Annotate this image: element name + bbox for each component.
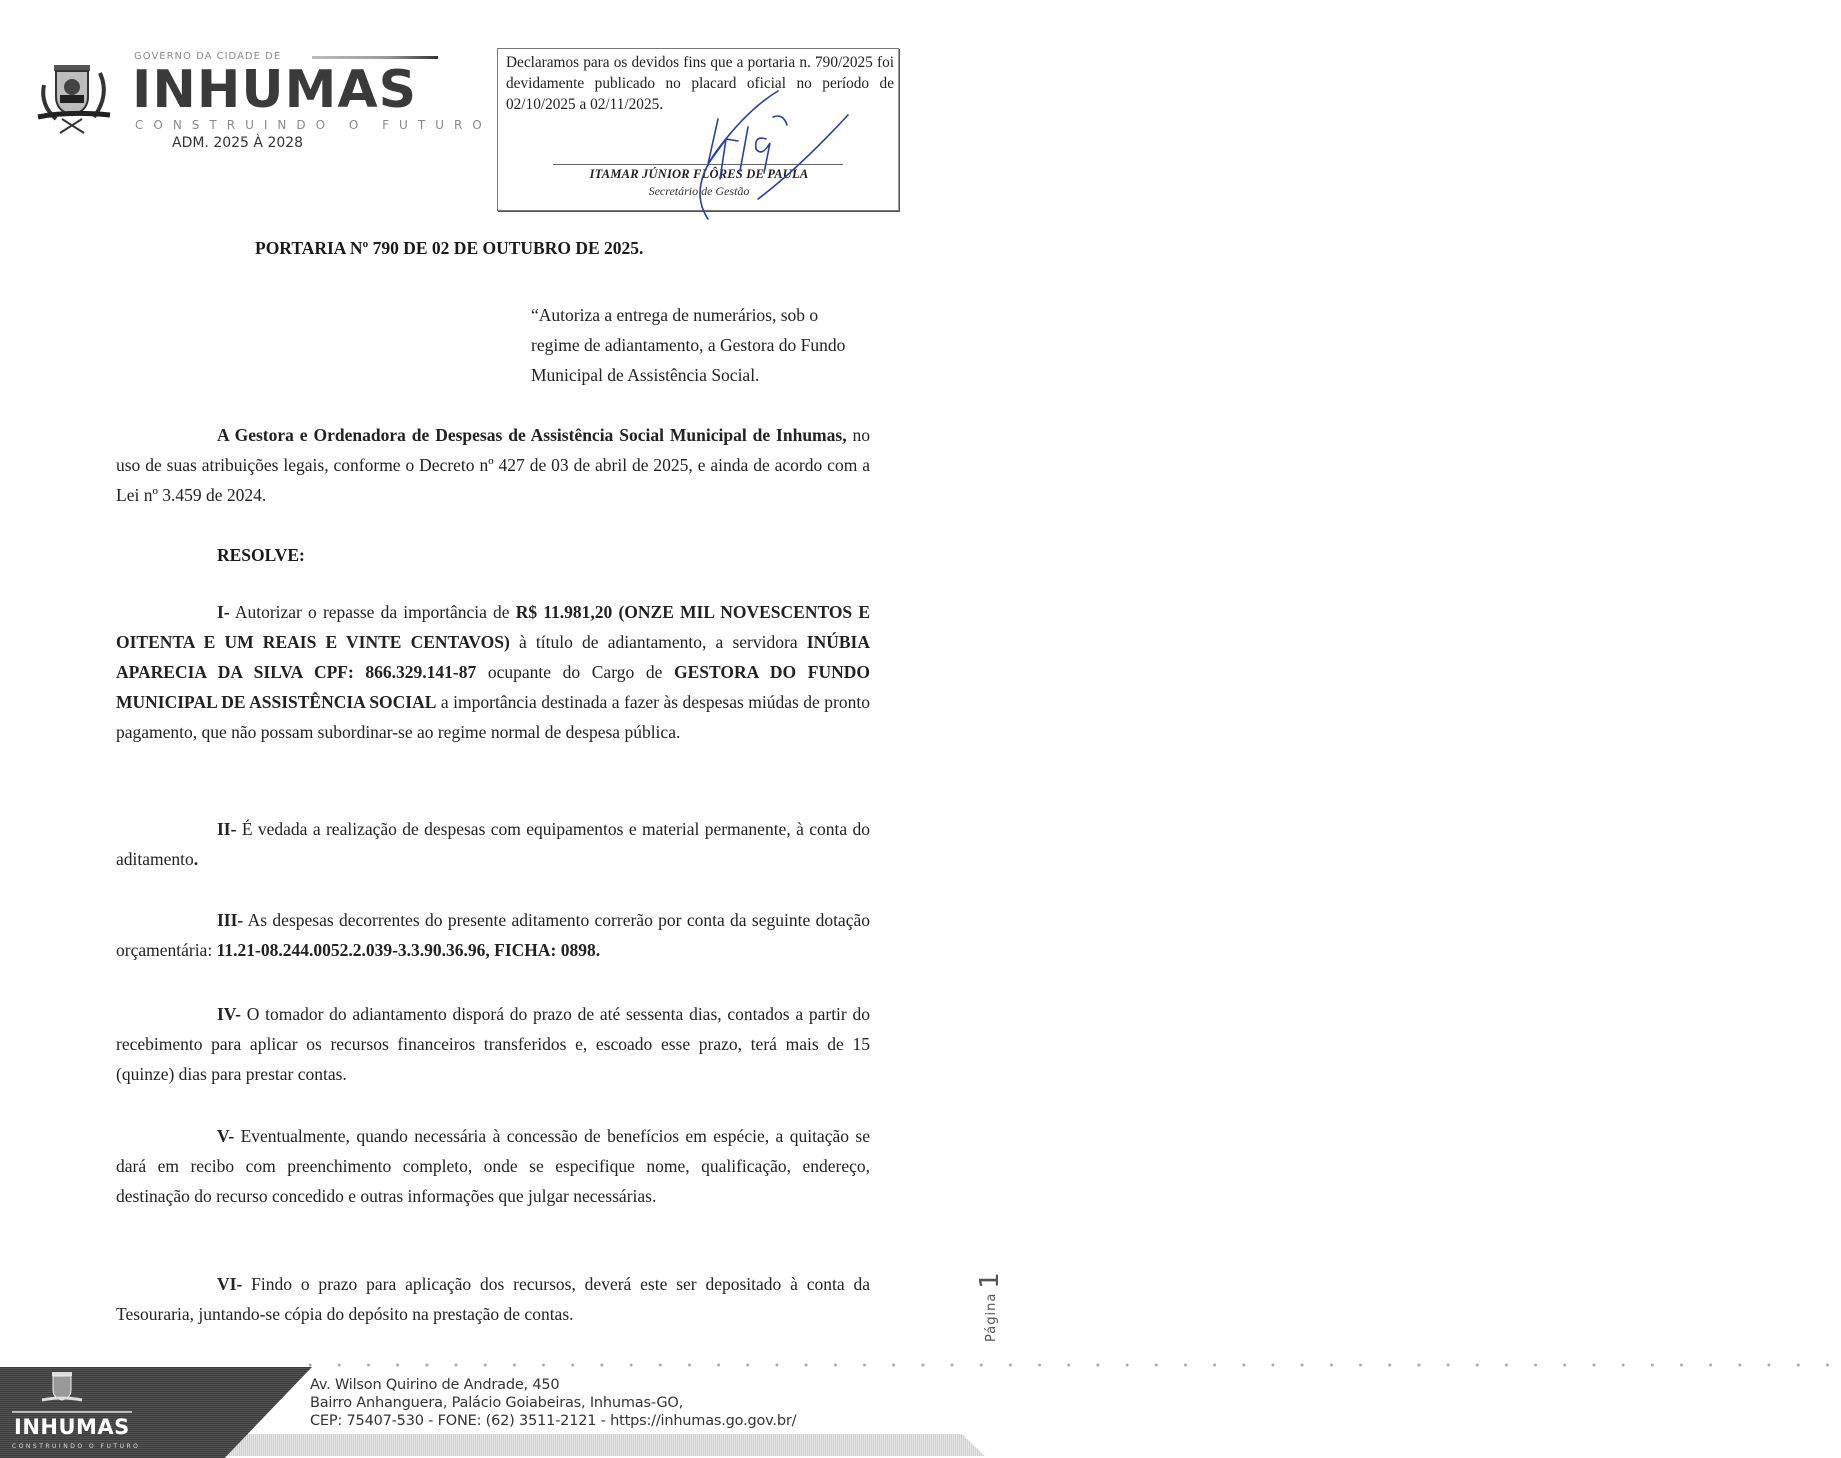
article-vi: [116, 1269, 870, 1329]
footer-tagline: CONSTRUINDO O FUTURO: [12, 1443, 141, 1450]
article-text: Findo o prazo para aplicação dos recursos, deverá este ser depositado à conta da Tesouraria, juntando-se cópia do depósito na prestação de contas.: [116, 1274, 870, 1324]
page-number: [975, 1262, 1015, 1342]
article-emphasis: R$ 11.981,20 (ONZE MIL NOVESCENTOS E OITENTA E UM REAIS E VINTE CENTAVOS): [116, 602, 870, 652]
article-text: a importância destinada a fazer às despesas miúdas de pronto pagamento, que não possam subordinar-se ao regime normal de despesa pública.: [116, 692, 870, 742]
article-number: VI-: [217, 1274, 243, 1294]
footer-dot-divider-icon: ● ● ● ● ● ● ● ● ● ● ● ● ● ● ● ● ● ● ● ● ● ● ● ● ● ● ● ● ● ● ● ● ● ● ● ● ● ● ● ● ● ● ● ● ● ● ● ● ● ● ● ● ●: [308, 1361, 1841, 1369]
article-text: à título de adiantamento, a servidora: [509, 632, 807, 652]
declaration-text: Declaramos para os devidos fins que a portaria n. 790/2025 foi devidamente publicado no placard oficial no período de 02/10/2025 a 02/11/2025.: [506, 54, 894, 113]
footer-crest-icon: [40, 1370, 84, 1408]
signatory-name: ITAMAR JÚNIOR FLÔRES DE PAULA: [589, 167, 809, 181]
article-text: ocupante do Cargo de: [476, 662, 674, 682]
resolve-heading: RESOLVE:: [217, 545, 305, 565]
article-text: Eventualmente, quando necessária à concessão de benefícios em espécie, a quitação se dará em recibo com preenchimento completo, onde se especifique nome, qualificação, endereço, destinação do recurso concedido e outras informações que julgar necessárias.: [116, 1126, 870, 1206]
article-v: [116, 1121, 870, 1211]
address-line-1: Av. Wilson Quirino de Andrade, 450: [310, 1377, 560, 1393]
page-label: Página: [984, 1292, 999, 1342]
article-text: É vedada a realização de despesas com equipamentos e material permanente, à conta do aditamento: [116, 819, 870, 869]
footer-brand: INHUMAS: [14, 1415, 130, 1439]
page-number-value: 1: [975, 1272, 1005, 1289]
address-line-3: CEP: 75407-530 - FONE: (62) 3511-2121 - https://inhumas.go.gov.br/: [310, 1413, 797, 1429]
address-line-2: Bairro Anhanguera, Palácio Goiabeiras, Inhumas-GO,: [310, 1395, 684, 1411]
document-ementa: “Autoriza a entrega de numerários, sob o regime de adiantamento, a Gestora do Fundo Municipal de Assistência Social.: [531, 305, 846, 385]
signature-line: [553, 164, 843, 165]
administration-period: ADM. 2025 À 2028: [172, 135, 304, 151]
preamble-text: no uso de suas atribuições legais, conforme o Decreto nº 427 de 03 de abril de 2025, e ainda de acordo com a Lei nº 3.459 de 2024.: [116, 425, 871, 505]
article-emphasis: GESTORA DO FUNDO MUNICIPAL DE ASSISTÊNCIA SOCIAL: [116, 662, 870, 712]
article-emphasis: 11.21-08.244.0052.2.039-3.3.90.36.96, FICHA: 0898.: [216, 940, 601, 960]
gov-divider: [312, 56, 438, 59]
article-iii: [116, 905, 870, 965]
city-tagline: CONSTRUINDO O FUTURO: [135, 118, 492, 132]
article-number: I-: [217, 602, 230, 622]
article-number: III-: [217, 910, 244, 930]
article-text: O tomador do adiantamento disporá do prazo de até sessenta dias, contados a partir do recebimento para aplicar os recursos financeiros transferidos e, escoado esse prazo, terá mais de 15 (quinze) dias para prestar contas.: [116, 1004, 870, 1084]
article-number: IV-: [217, 1004, 241, 1024]
gov-line: GOVERNO DA CIDADE DE: [134, 51, 282, 62]
document-title: PORTARIA Nº 790 DE 02 DE OUTUBRO DE 2025.: [255, 238, 644, 258]
footer-strip: [215, 1434, 985, 1456]
article-i: [116, 597, 870, 747]
footer-gov-divider: [12, 1411, 132, 1413]
preamble-paragraph: [116, 420, 870, 510]
city-brand: INHUMAS: [132, 60, 418, 120]
article-number: V-: [217, 1126, 235, 1146]
article-emphasis: .: [193, 849, 199, 869]
article-ii: [116, 814, 870, 874]
article-text: Autorizar o repasse da importância de: [229, 602, 516, 622]
article-emphasis: INÚBIA APARECIA DA SILVA CPF: 866.329.141-87: [116, 632, 870, 682]
preamble-lead: A Gestora e Ordenadora de Despesas de Assistência Social Municipal de Inhumas,: [217, 425, 847, 445]
article-iv: [116, 999, 870, 1089]
article-number: II-: [217, 819, 237, 839]
city-crest-icon: [36, 55, 116, 135]
footer-address: [310, 1376, 796, 1430]
signatory-role: Secretário de Gestão: [648, 184, 750, 198]
publication-declaration-box: [497, 48, 899, 211]
article-text: As despesas decorrentes do presente aditamento correrão por conta da seguinte dotação orçamentária:: [116, 910, 870, 960]
